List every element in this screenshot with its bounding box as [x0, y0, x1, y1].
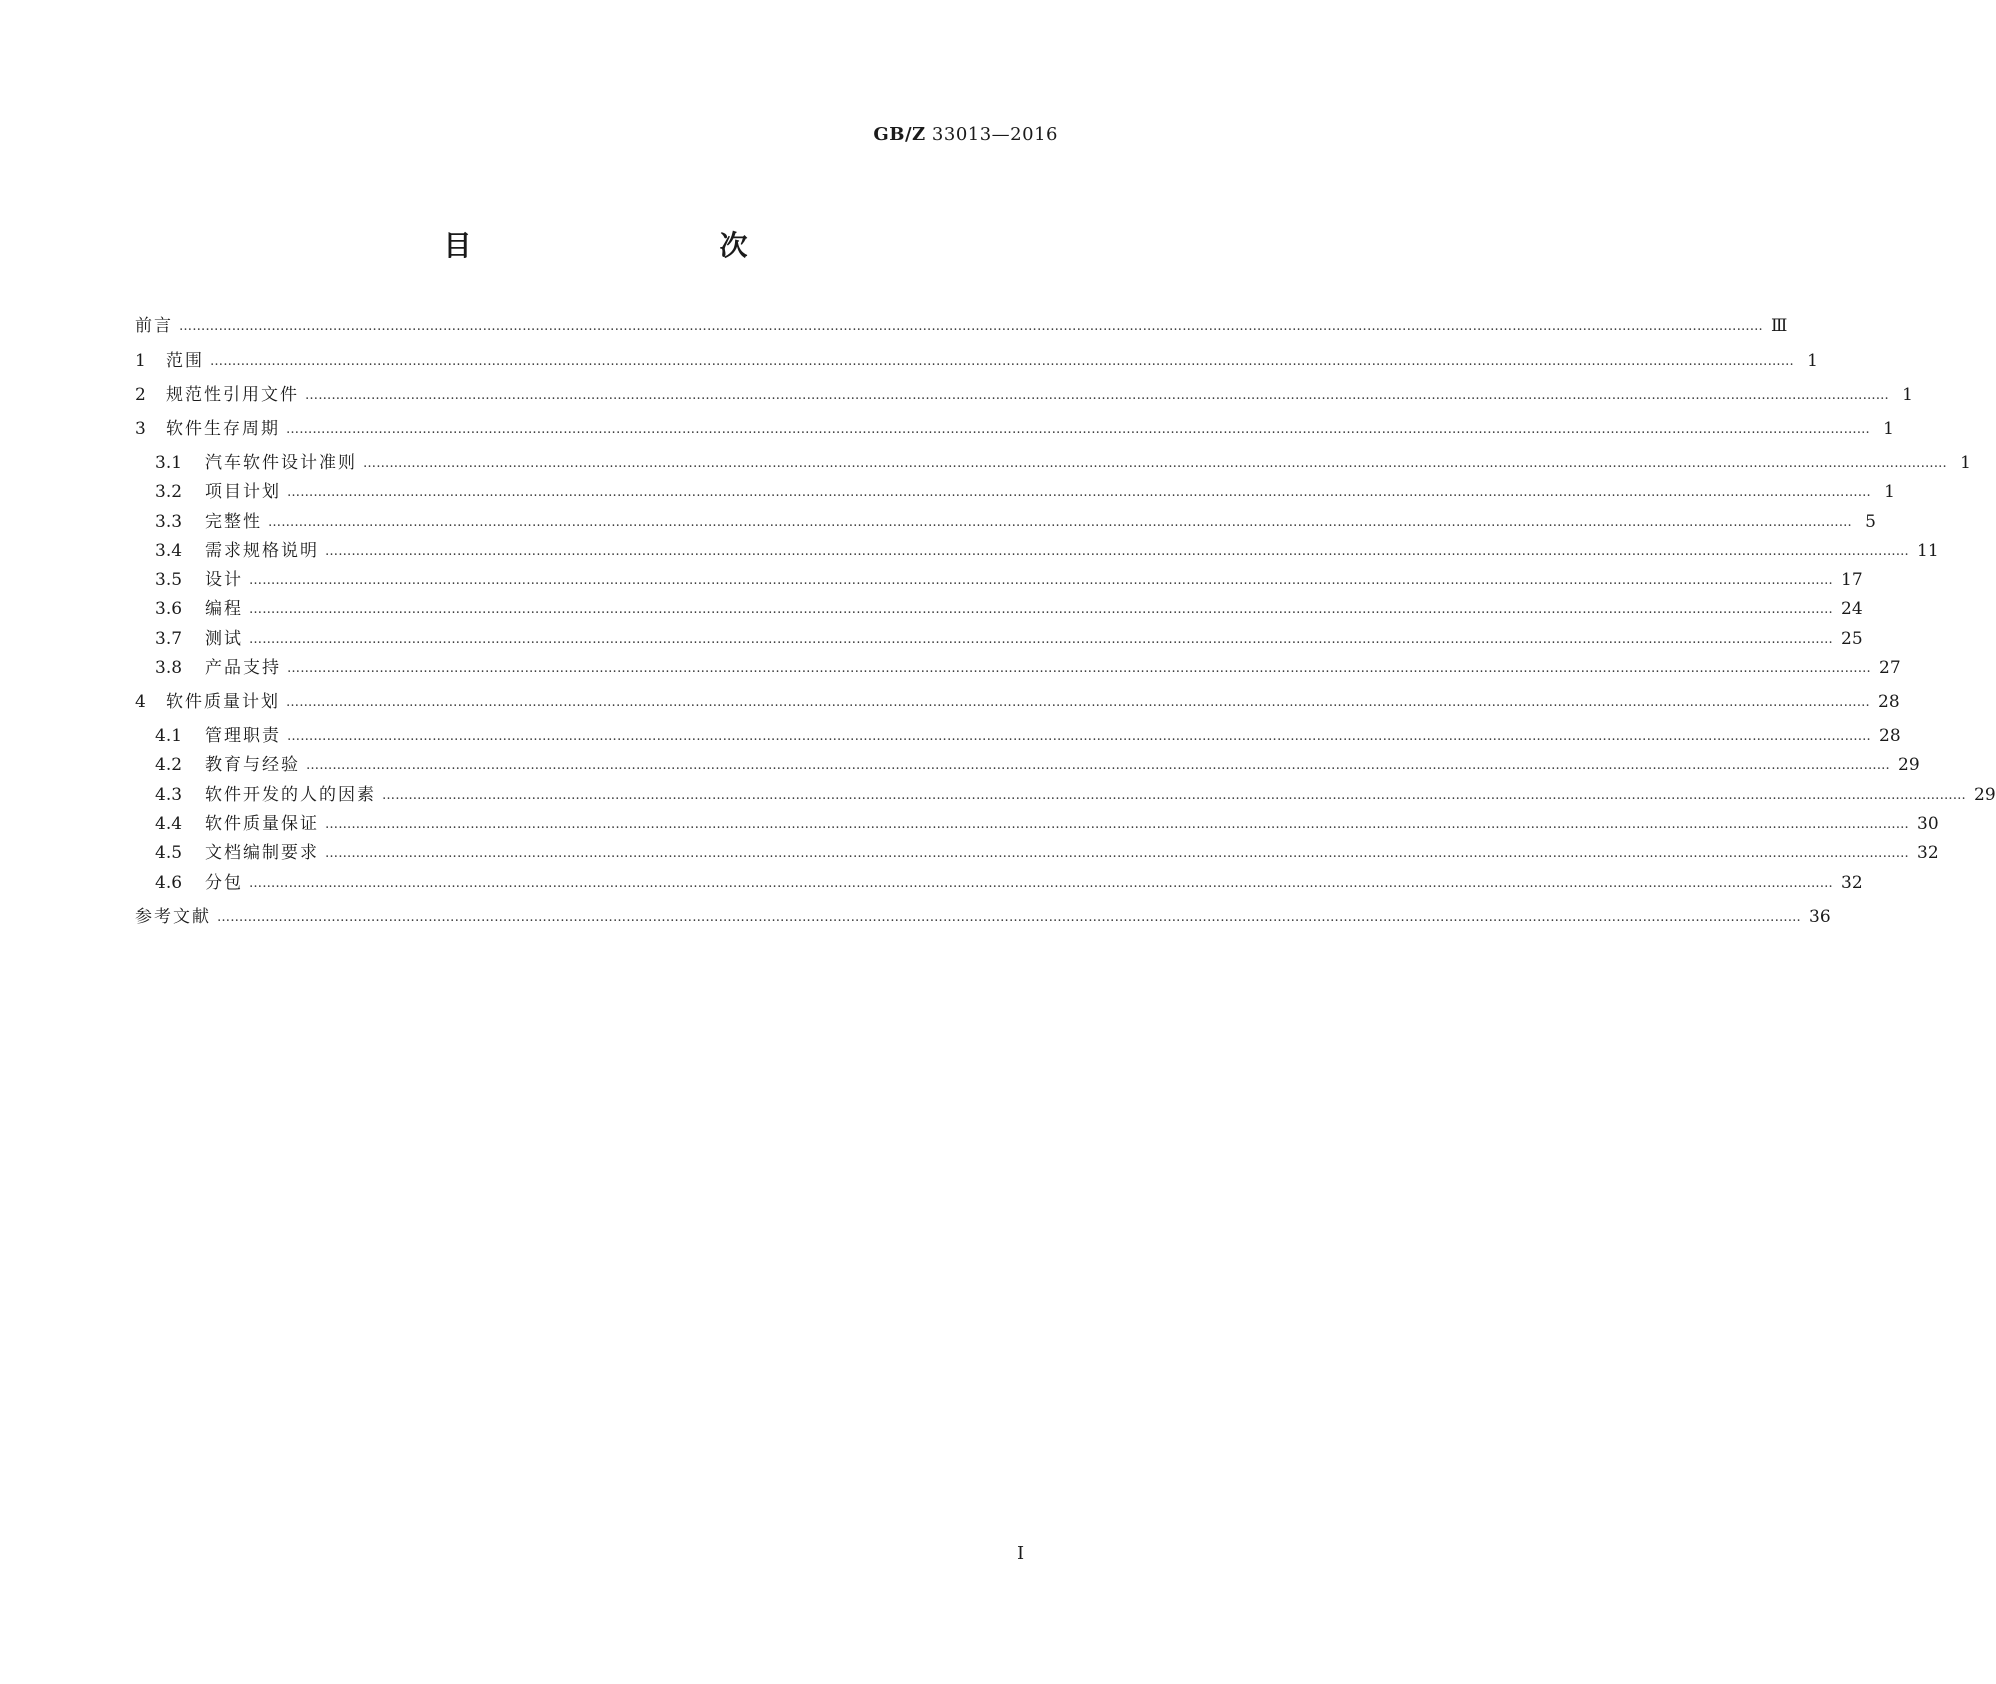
- toc-entry-number: 3.2: [155, 482, 183, 502]
- toc-dot-leader: ………………………………………………………………………………………………………………………………………………………………………………………………………………………………………………………………………………………………………………………………: [249, 602, 1833, 617]
- toc-dot-leader: ………………………………………………………………………………………………………………………………………………………………………………………………………………………………………………………………………………………………………………………………: [306, 758, 1890, 773]
- toc-entry-title: 完整性: [205, 512, 262, 532]
- toc-entry-page: 1: [1807, 351, 1818, 371]
- toc-entry-page: 28: [1879, 726, 1901, 746]
- standard-number: 33013—2016: [931, 124, 1058, 145]
- toc-entry-page: Ⅲ: [1771, 316, 1788, 336]
- toc-entry-title: 需求规格说明: [205, 541, 319, 561]
- toc-entry-number: 1: [135, 351, 146, 371]
- toc-dot-leader: ………………………………………………………………………………………………………………………………………………………………………………………………………………………………………………………………………………………………………………………………: [287, 485, 1871, 500]
- toc-entry[interactable]: [155, 451, 1971, 475]
- toc-entry[interactable]: [155, 597, 1863, 621]
- toc-entry[interactable]: [135, 690, 1900, 714]
- toc-entry-title: 前言: [135, 316, 173, 336]
- toc-entry[interactable]: [155, 724, 1901, 748]
- toc-entry-title: 编程: [205, 599, 243, 619]
- toc-entry[interactable]: [155, 753, 1920, 777]
- toc-entry[interactable]: [155, 627, 1863, 651]
- toc-entry-page: 1: [1884, 482, 1895, 502]
- toc-entry-page: 29: [1974, 785, 1996, 805]
- toc-dot-leader: ………………………………………………………………………………………………………………………………………………………………………………………………………………………………………………………………………………………………………………………………: [249, 573, 1833, 588]
- toc-entry-page: 28: [1878, 692, 1900, 712]
- toc-entry-page: 5: [1865, 512, 1876, 532]
- toc-entry[interactable]: [135, 314, 1788, 338]
- toc-entry-title: 软件开发的人的因素: [205, 785, 376, 805]
- toc-dot-leader: ………………………………………………………………………………………………………………………………………………………………………………………………………………………………………………………………………………………………………………………………: [210, 354, 1794, 369]
- toc-entry-page: 25: [1841, 629, 1863, 649]
- toc-entry-number: 2: [135, 385, 146, 405]
- toc-dot-leader: ………………………………………………………………………………………………………………………………………………………………………………………………………………………………………………………………………………………………………………………………: [382, 788, 1966, 803]
- toc-dot-leader: ………………………………………………………………………………………………………………………………………………………………………………………………………………………………………………………………………………………………………………………………: [363, 456, 1947, 471]
- toc-entry-title: 范围: [166, 351, 204, 371]
- toc-entry-page: 32: [1841, 873, 1863, 893]
- toc-entry[interactable]: [135, 349, 1818, 373]
- toc-entry-number: 4.3: [155, 785, 183, 805]
- toc-entry-page: 32: [1917, 843, 1939, 863]
- toc-entry-title: 教育与经验: [205, 755, 300, 775]
- toc-entry-title: 测试: [205, 629, 243, 649]
- toc-entry[interactable]: [155, 539, 1939, 563]
- toc-entry-page: 36: [1809, 907, 1831, 927]
- toc-entry[interactable]: [155, 841, 1939, 865]
- toc-entry-title: 项目计划: [205, 482, 281, 502]
- toc-entry-title: 汽车软件设计准则: [205, 453, 357, 473]
- toc-entry-number: 3.5: [155, 570, 183, 590]
- toc-entry[interactable]: [155, 812, 1939, 836]
- toc-entry-number: 3.8: [155, 658, 183, 678]
- toc-dot-leader: ………………………………………………………………………………………………………………………………………………………………………………………………………………………………………………………………………………………………………………………………: [249, 632, 1833, 647]
- standard-code: GB/Z: [873, 124, 926, 145]
- toc-dot-leader: ………………………………………………………………………………………………………………………………………………………………………………………………………………………………………………………………………………………………………………………………: [286, 422, 1870, 437]
- toc-dot-leader: ………………………………………………………………………………………………………………………………………………………………………………………………………………………………………………………………………………………………………………………………: [305, 388, 1889, 403]
- toc-entry-number: 3.4: [155, 541, 183, 561]
- toc-entry[interactable]: [155, 510, 1876, 534]
- toc-dot-leader: ………………………………………………………………………………………………………………………………………………………………………………………………………………………………………………………………………………………………………………………………: [217, 910, 1801, 925]
- toc-entry[interactable]: [135, 417, 1894, 441]
- toc-entry-number: 3.6: [155, 599, 183, 619]
- toc-entry-page: 1: [1902, 385, 1913, 405]
- toc-entry-number: 3.1: [155, 453, 183, 473]
- toc-entry-page: 30: [1917, 814, 1939, 834]
- toc-dot-leader: ………………………………………………………………………………………………………………………………………………………………………………………………………………………………………………………………………………………………………………………………: [287, 729, 1871, 744]
- toc-entry-number: 3.7: [155, 629, 183, 649]
- toc-entry-number: 3: [135, 419, 146, 439]
- toc-entry-title: 软件质量保证: [205, 814, 319, 834]
- toc-entry[interactable]: [155, 783, 1996, 807]
- toc-entry-page: 1: [1960, 453, 1971, 473]
- toc-entry-page: 1: [1883, 419, 1894, 439]
- toc-entry-number: 4: [135, 692, 146, 712]
- toc-entry[interactable]: [155, 656, 1901, 680]
- toc-dot-leader: ………………………………………………………………………………………………………………………………………………………………………………………………………………………………………………………………………………………………………………………………: [179, 319, 1763, 334]
- toc-dot-leader: ………………………………………………………………………………………………………………………………………………………………………………………………………………………………………………………………………………………………………………………………: [287, 661, 1871, 676]
- toc-entry-page: 11: [1917, 541, 1939, 561]
- toc-entry[interactable]: [135, 905, 1831, 929]
- toc-entry-page: 29: [1898, 755, 1920, 775]
- toc-dot-leader: ………………………………………………………………………………………………………………………………………………………………………………………………………………………………………………………………………………………………………………………………: [325, 846, 1909, 861]
- toc-entry-number: 4.4: [155, 814, 183, 834]
- toc-entry-title: 参考文献: [135, 907, 211, 927]
- toc-entry-page: 24: [1841, 599, 1863, 619]
- toc-entry-number: 3.3: [155, 512, 183, 532]
- toc-dot-leader: ………………………………………………………………………………………………………………………………………………………………………………………………………………………………………………………………………………………………………………………………: [325, 817, 1909, 832]
- toc-entry-number: 4.2: [155, 755, 183, 775]
- toc-entry-title: 软件生存周期: [166, 419, 280, 439]
- toc-entry[interactable]: [135, 383, 1913, 407]
- toc-title: 目 次: [443, 229, 812, 262]
- toc-entry-title: 分包: [205, 873, 243, 893]
- toc-entry-page: 17: [1841, 570, 1863, 590]
- toc-entry-title: 文档编制要求: [205, 843, 319, 863]
- toc-entry[interactable]: [155, 480, 1895, 504]
- toc-dot-leader: ………………………………………………………………………………………………………………………………………………………………………………………………………………………………………………………………………………………………………………………………: [286, 695, 1870, 710]
- toc-entry-title: 设计: [205, 570, 243, 590]
- toc-entry-title: 产品支持: [205, 658, 281, 678]
- toc-entry-title: 规范性引用文件: [166, 385, 299, 405]
- toc-entry-title: 软件质量计划: [166, 692, 280, 712]
- toc-entry-title: 管理职责: [205, 726, 281, 746]
- toc-dot-leader: ………………………………………………………………………………………………………………………………………………………………………………………………………………………………………………………………………………………………………………………………: [325, 544, 1909, 559]
- toc-entry-page: 27: [1879, 658, 1901, 678]
- toc-entry-number: 4.1: [155, 726, 183, 746]
- toc-dot-leader: ………………………………………………………………………………………………………………………………………………………………………………………………………………………………………………………………………………………………………………………………: [268, 515, 1852, 530]
- toc-dot-leader: ………………………………………………………………………………………………………………………………………………………………………………………………………………………………………………………………………………………………………………………………: [249, 876, 1833, 891]
- document-number: [873, 124, 1058, 145]
- toc-entry[interactable]: [155, 568, 1863, 592]
- page-number: I: [1017, 1543, 1025, 1564]
- toc-entry-number: 4.6: [155, 873, 183, 893]
- toc-entry[interactable]: [155, 871, 1863, 895]
- toc-entry-number: 4.5: [155, 843, 183, 863]
